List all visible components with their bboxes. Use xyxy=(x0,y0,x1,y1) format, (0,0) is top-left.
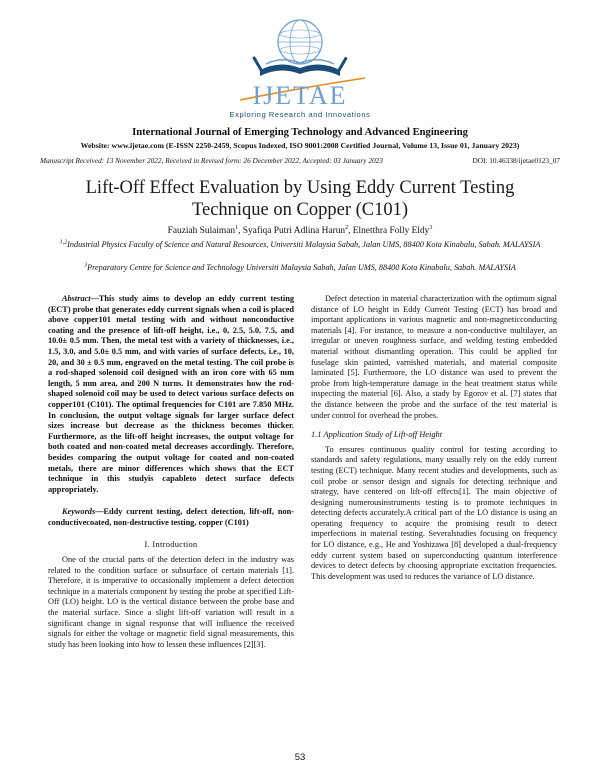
book-icon xyxy=(260,60,340,76)
author-name: Fauziah Sulaiman xyxy=(167,226,236,236)
affiliation-text: Industrial Physics Faculty of Science and Natural Resources, Universiti Malaysia Sabah, Jalan UMS, 88400 Kota Kinabalu, Sabah. MALAYSIA xyxy=(67,240,541,249)
body-paragraph: To ensures continuous quality control for testing according to standards and safety regulations, many usually rely on the eddy current testing (ECT) technique. Many recent studies and developments, such as coil probe or sensor design and signals for detecting technique and strategy, have centered on lift-off effects[1]. The main objective of designing numerousinstruments testing is to promote techniques in detecting defects accurately.A critical part of the LO distance is using an operating frequency to acquire the promising result to detect imperfections in material testing. Severalstudies focusing on frequency for LO distance, e.g., He and Yoshizawa [8] developed a dual-frequency eddy current system based on superconducting quantum interference devices to detect defects by choosing appropriate excitation frequencies. This development was used to reduces the variance of LO distance. xyxy=(311,444,557,581)
logo-tagline: Exploring Research and Innovations xyxy=(229,110,371,119)
keywords-text: —Eddy current testing, defect detection, lift-off, non-conductivecoated, non-destructive testing, copper (C101) xyxy=(48,507,294,527)
author-affiliation-mark: 2 xyxy=(345,224,349,231)
body-paragraph: One of the crucial parts of the detection defect in the industry was related to the condition surface or subsurface of certain materials [1]. Therefore, it is imperative to occasionally implement a defect detection technique in a materials component by testing the probe at specified Lift-Off (LO) height. LO is the vertical distance between the probe base and the material surface. Since a slight lift-off variation will result in a significant change in signal response that will influence the received signals for either the voltage or magnetic field signal measurements, this study has been looking into how to lessen these influences [2][3]. xyxy=(48,555,294,649)
left-column xyxy=(48,294,294,650)
affiliation-1 xyxy=(45,239,555,250)
journal-name: International Journal of Emerging Technology and Advanced Engineering xyxy=(132,127,468,138)
author-name: , Syafiqa Putri Adlina Harun xyxy=(238,226,346,236)
author-list xyxy=(0,226,600,236)
logo-graphic xyxy=(200,8,400,120)
body-paragraph: Defect detection in material characterization with the optimum signal distance of LO height in Eddy Current Testing (ECT) has broad and important applications in various magnetic and non-magneticconducting materials [4]. For instance, to measure a non-conductive multilayer, an irregular or uneven roughness surface, and welding testing embedded material without dismantling operation. This could be applied for fuselage skin painted, varnished materials, and material composite laminated [5]. Furthermore, the LO distance was used to prevent the probe from high-temperature damage in the heat treatment status while inspecting the material [6]. Also, a stady by Egorov et al. [7] states that the distance between the probe and the surface of the test material is under control for overhead the probes. xyxy=(311,294,557,420)
journal-logo xyxy=(200,8,400,120)
author-affiliation-mark: 3 xyxy=(429,224,433,231)
doi: DOI: 10.46338/ijetae0123_07 xyxy=(472,156,560,165)
abstract-label: Abstract xyxy=(62,294,91,303)
logo-wordmark: IJETAE xyxy=(252,81,348,110)
page-number: 53 xyxy=(294,752,306,763)
affiliation-mark: 3 xyxy=(84,262,88,269)
affiliation-text: Preparatory Centre for Science and Technology Universiti Malaysia Sabah, Jalan UMS, 88400 Kota Kinabalu, Sabah. MALAYSIA xyxy=(87,263,516,272)
author-affiliation-mark: 1 xyxy=(235,224,239,231)
author-name: , Elnetthra Folly Eldy xyxy=(348,226,430,236)
globe-icon xyxy=(278,20,322,64)
affiliation-mark: 1,2 xyxy=(59,239,68,246)
subsection-heading: 1.1 Application Study of Lift-off Height xyxy=(311,430,443,440)
paper-title xyxy=(30,177,570,221)
manuscript-received-line: Manuscript Received: 13 November 2022, Received in Revised form: 26 December 2022, Accepted: 03 January 2023 xyxy=(40,156,383,165)
title-line-1: Lift-Off Effect Evaluation by Using Eddy Current Testing xyxy=(85,178,515,198)
title-line-2: Technique on Copper (C101) xyxy=(191,200,409,220)
keywords xyxy=(48,507,294,528)
section-heading-introduction: I. Introduction xyxy=(144,540,198,550)
right-column xyxy=(311,294,557,582)
journal-website-line: Website: www.ijetae.com (E-ISSN 2250-2459, Scopus Indexed, ISO 9001:2008 Certified Journal, Volume 13, Issue 01, January 2023) xyxy=(80,141,520,150)
manuscript-dates xyxy=(40,156,560,165)
abstract-text: —This study aims to develop an eddy current testing (ECT) probe that generates eddy current signals when a coil is placed above copper101 metal testing with and without nonconductive coating and the presence of lift-off height, i.e., 0, 2.5, 5.0, 7.5, and 10.0± 0.5 mm. Then, the metal test with a variety of thicknesses, i.e., 1.5, 3.0, and 5.0± 0.5 mm, and with varies of surface defects, i.e., 10, 20, and 30 ± 0.5 mm, engraved on the metal testing. The coil probe is a rod-shaped solenoid coil designed with an iron core with 65 mm length, 5 mm area, and 200 N turns. It demonstrates how the rod-shaped solenoid coil may be used to detect various surface defects on copper101 (C101). The optimal frequencies for C101 are 7.850 MHz. In conclusion, the output voltage signals for larger surface defect sizes increase but decrease as the thickness becomes thicker. Furthermore, as the lift-off height increases, the output voltage for both coated and non-coated metal decreases accordingly. Therefore, besides comparing the output voltage for coated and non-coated metals, there are minor differences which shows that the ECT technique in this studyis capableto detect surface defects appropriately. xyxy=(48,294,294,494)
affiliation-2 xyxy=(45,262,555,273)
abstract xyxy=(48,294,294,495)
keywords-label: Keywords xyxy=(62,507,96,517)
